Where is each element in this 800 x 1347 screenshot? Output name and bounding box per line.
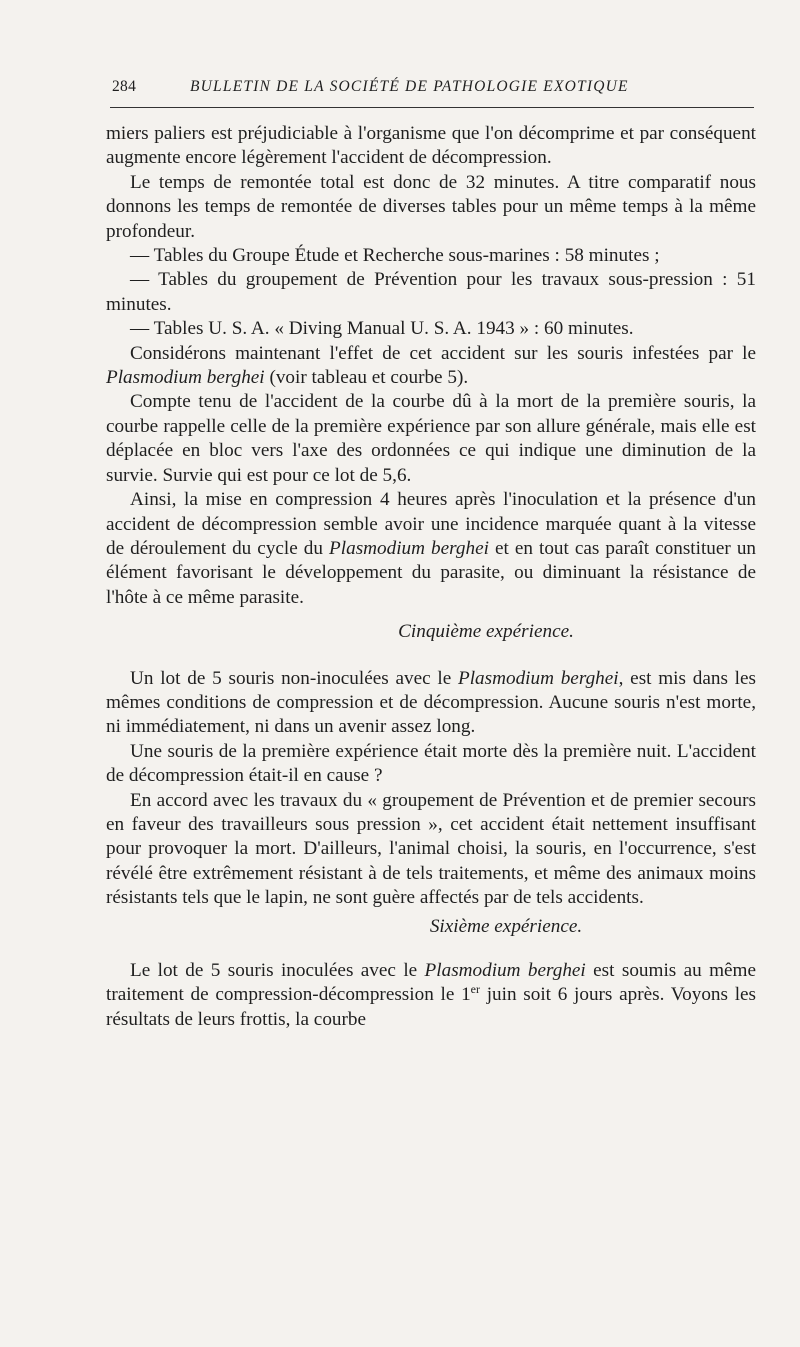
paragraph: miers paliers est préjudiciable à l'organisme que l'on décomprime et par conséquent augmente encore légèrement l'accident de décompression. — [106, 123, 756, 169]
paragraph: Compte tenu de l'accident de la courbe dû à la mort de la première souris, la courbe rappelle celle de la première expérience par son allure générale, mais elle est déplacée en bloc vers l'axe des ordonnées ce qui indique une diminution de la survie. Survie qui est pour ce lot de 5,6. — [106, 391, 756, 486]
paragraph — [106, 342, 756, 391]
text-run: Ainsi, la mise en compression 4 heures après l'inoculation et la présence d'un accident de décompression semble avoir une incidence marquée quant à la vitesse de déroulement du cycle du — [106, 489, 756, 559]
paragraph — [106, 667, 756, 740]
paragraph: Une souris de la première expérience était morte dès la première nuit. L'accident de décompression était-il en cause ? — [106, 740, 756, 787]
superscript: er — [470, 982, 480, 997]
text-run: Le lot de 5 souris inoculées avec le — [130, 960, 425, 981]
body-text — [106, 122, 756, 1032]
species-name: Plasmodium berghei — [458, 667, 619, 689]
list-item: — Tables du groupement de Prévention pour les travaux sous-pression : 51 minutes. — [106, 269, 756, 315]
list-item: — Tables du Groupe Étude et Recherche sous-marines : 58 minutes ; — [130, 245, 660, 267]
text-run: Considérons maintenant l'effet de cet accident sur les souris infestées par le — [130, 342, 756, 364]
list-item: — Tables U. S. A. « Diving Manual U. S. A. 1943 » : 60 minutes. — [130, 318, 634, 340]
paragraph — [106, 488, 756, 610]
species-name: Plasmodium berghei — [424, 960, 586, 981]
text-run: est soumis au même traitement de compression-décompression le 1 — [106, 960, 756, 1006]
text-run: juin soit 6 jours après. Voyons les résultats de leurs frottis, la courbe — [106, 984, 757, 1030]
species-name: Plasmodium berghei — [106, 367, 265, 389]
paragraph: Le temps de remontée total est donc de 32 minutes. A titre comparatif nous donnons les temps de remontée de diverses tables pour un même temps à la même profondeur. — [106, 171, 756, 242]
text-run: et en tout cas paraît constituer un élément favorisant le développement du parasite, ou diminuant la résistance de l'hôte à ce même parasite. — [106, 537, 757, 608]
text-run: Un lot de 5 souris non-inoculées avec le — [130, 667, 458, 689]
section-heading: Cinquième expérience. — [398, 621, 574, 643]
paragraph — [106, 959, 756, 1032]
text-run: , est mis dans les mêmes conditions de compression et de décompression. Aucune souris n'est morte, ni immédiatement, ni dans un avenir assez long. — [106, 667, 756, 738]
text-run: (voir tableau et courbe 5). — [264, 367, 469, 389]
species-name: Plasmodium berghei — [329, 537, 489, 559]
paragraph: En accord avec les travaux du « groupement de Prévention et de premier secours en faveur des travailleurs sous pression », cet accident était nettement insuffisant pour provoquer la mort. D'ailleurs, l'animal choisi, la souris, en l'occurrence, s'est révélé être extrêmement résistant à de tels traitements, et même des animaux moins résistants tels que le lapin, ne sont guère affectés par de tels accidents. — [106, 789, 756, 909]
header-rule — [110, 107, 754, 108]
page-number: 284 — [112, 78, 137, 95]
section-heading: Sixième expérience. — [429, 915, 583, 937]
journal-title: BULLETIN DE LA SOCIÉTÉ DE PATHOLOGIE EXOTIQUE — [190, 78, 629, 95]
